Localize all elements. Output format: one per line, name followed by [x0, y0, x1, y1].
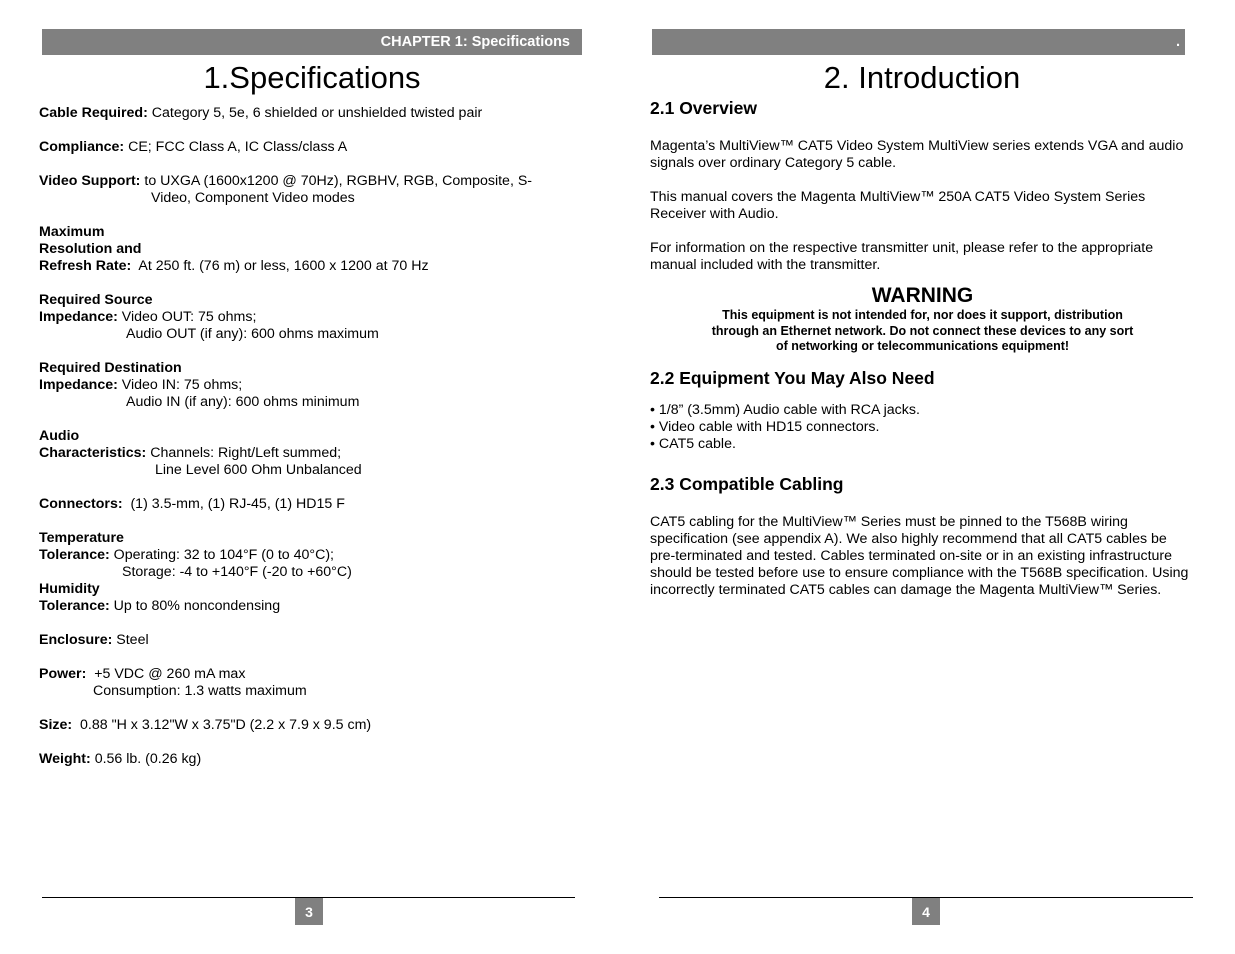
spec-value: Audio IN (if any): 600 ohms minimum [126, 394, 360, 410]
spec-label: Impedance: [39, 309, 118, 325]
warning-box [650, 284, 1195, 355]
spec-value: 0.56 lb. (0.26 kg) [94, 751, 202, 767]
list-item: • Video cable with HD15 connectors. [650, 418, 880, 435]
page-title: 2. Introduction [823, 60, 1021, 95]
chapter-header-text: . [1175, 34, 1180, 50]
spec-label: Temperature [39, 530, 124, 546]
equipment-heading: 2.2 Equipment You May Also Need [650, 367, 935, 388]
spec-list [39, 105, 599, 785]
warning-line: through an Ethernet network. Do not connect these devices to any sort [711, 323, 1134, 338]
spec-label: Required Source [39, 292, 153, 308]
warning-title: WARNING [871, 284, 974, 307]
spec-value: Steel [116, 632, 149, 648]
spec-label: Compliance: [39, 139, 125, 155]
page-number: 3 [295, 898, 323, 925]
spec-source-impedance [39, 292, 599, 343]
warning-line: This equipment is not intended for, nor does it support, distribution [722, 308, 1123, 322]
spec-value: Storage: -4 to +140°F (-20 to +60°C) [122, 564, 352, 580]
spec-label: Resolution and [39, 241, 142, 257]
spec-temperature [39, 530, 599, 581]
spec-video-support [39, 173, 599, 207]
spec-cable [39, 105, 599, 122]
spec-audio [39, 428, 599, 479]
spec-value: +5 VDC @ 260 mA max [94, 666, 246, 682]
spec-value: CE; FCC Class A, IC Class/class A [128, 139, 348, 155]
spec-label: Tolerance: [39, 547, 110, 563]
spec-value: Channels: Right/Left summed; [150, 445, 342, 461]
cabling-heading: 2.3 Compatible Cabling [650, 473, 844, 494]
spec-compliance [39, 139, 599, 156]
page-title: 1.Specifications [203, 60, 421, 95]
list-item: • 1/8” (3.5mm) Audio cable with RCA jacks. [650, 401, 920, 418]
overview-heading: 2.1 Overview [650, 98, 758, 118]
spec-connectors [39, 496, 599, 513]
spec-label: Humidity [39, 581, 100, 597]
spec-enclosure [39, 632, 599, 649]
spec-humidity [39, 581, 599, 615]
spec-label: Maximum [39, 224, 105, 240]
spec-label: Enclosure: [39, 632, 113, 648]
spec-label: Cable Required: [39, 105, 148, 121]
spec-value: At 250 ft. (76 m) or less, 1600 x 1200 at 70 Hz [138, 258, 429, 274]
list-item: • CAT5 cable. [650, 435, 736, 452]
warning-line: of networking or telecommunications equipment! [775, 339, 1070, 353]
spec-label: Impedance: [39, 377, 118, 393]
spec-destination-impedance [39, 360, 599, 411]
spec-value: Video IN: 75 ohms; [121, 377, 243, 393]
spec-value: Consumption: 1.3 watts maximum [93, 683, 307, 699]
spec-max-resolution [39, 224, 599, 275]
spec-label: Refresh Rate: [39, 258, 132, 274]
spec-value: Line Level 600 Ohm Unbalanced [155, 462, 362, 478]
cabling-paragraph: CAT5 cabling for the MultiView™ Series must be pinned to the T568B wiring specification (see appendix A). We also highly recommend that all CAT5 cables be pre-terminated and tested. Cables terminated on-site or in an existing infrastructure should be tested before use to ensure compliance with the T568B specification. Using incorrectly terminated CAT5 cables can damage the Magenta MultiView™ Series. [650, 513, 1189, 598]
spec-label: Characteristics: [39, 445, 147, 461]
left-page [0, 0, 617, 954]
spec-label: Tolerance: [39, 598, 110, 614]
overview-paragraph: Magenta’s MultiView™ CAT5 Video System MultiView series extends VGA and audio signals over ordinary Category 5 cable. [650, 138, 1184, 171]
equipment-list [650, 402, 1195, 453]
spec-value: Video, Component Video modes [151, 190, 355, 206]
spec-label: Connectors: [39, 496, 123, 512]
chapter-header [42, 29, 582, 55]
spec-value: 0.88 "H x 3.12"W x 3.75"D (2.2 x 7.9 x 9.5 cm) [80, 717, 372, 733]
spec-power [39, 666, 599, 700]
spec-value: Operating: 32 to 104°F (0 to 40°C); [113, 547, 334, 563]
spec-weight [39, 751, 599, 768]
spec-label: Size: [39, 717, 73, 733]
overview-paragraph: For information on the respective transmitter unit, please refer to the appropriate manual included with the transmitter. [650, 240, 1154, 273]
spec-value: to UXGA (1600x1200 @ 70Hz), RGBHV, RGB, Composite, S- [144, 173, 533, 189]
spec-value: Video OUT: 75 ohms; [121, 309, 257, 325]
spec-value: Category 5, 5e, 6 shielded or unshielded twisted pair [151, 105, 483, 121]
spec-label: Video Support: [39, 173, 141, 189]
spec-value: Audio OUT (if any): 600 ohms maximum [126, 326, 379, 342]
chapter-header [652, 29, 1185, 55]
spec-value: (1) 3.5-mm, (1) RJ-45, (1) HD15 F [130, 496, 345, 512]
spec-label: Power: [39, 666, 87, 682]
right-page [617, 0, 1235, 954]
spec-value: Up to 80% noncondensing [113, 598, 281, 614]
page-number: 4 [912, 898, 940, 925]
chapter-header-text: CHAPTER 1: Specifications [380, 34, 570, 50]
spec-size [39, 717, 599, 734]
overview-paragraph: This manual covers the Magenta MultiView™ 250A CAT5 Video System Series Receiver with Audio. [650, 189, 1146, 222]
spec-label: Required Destination [39, 360, 182, 376]
intro-content [650, 97, 1195, 599]
spec-label: Weight: [39, 751, 91, 767]
spec-label: Audio [39, 428, 80, 444]
